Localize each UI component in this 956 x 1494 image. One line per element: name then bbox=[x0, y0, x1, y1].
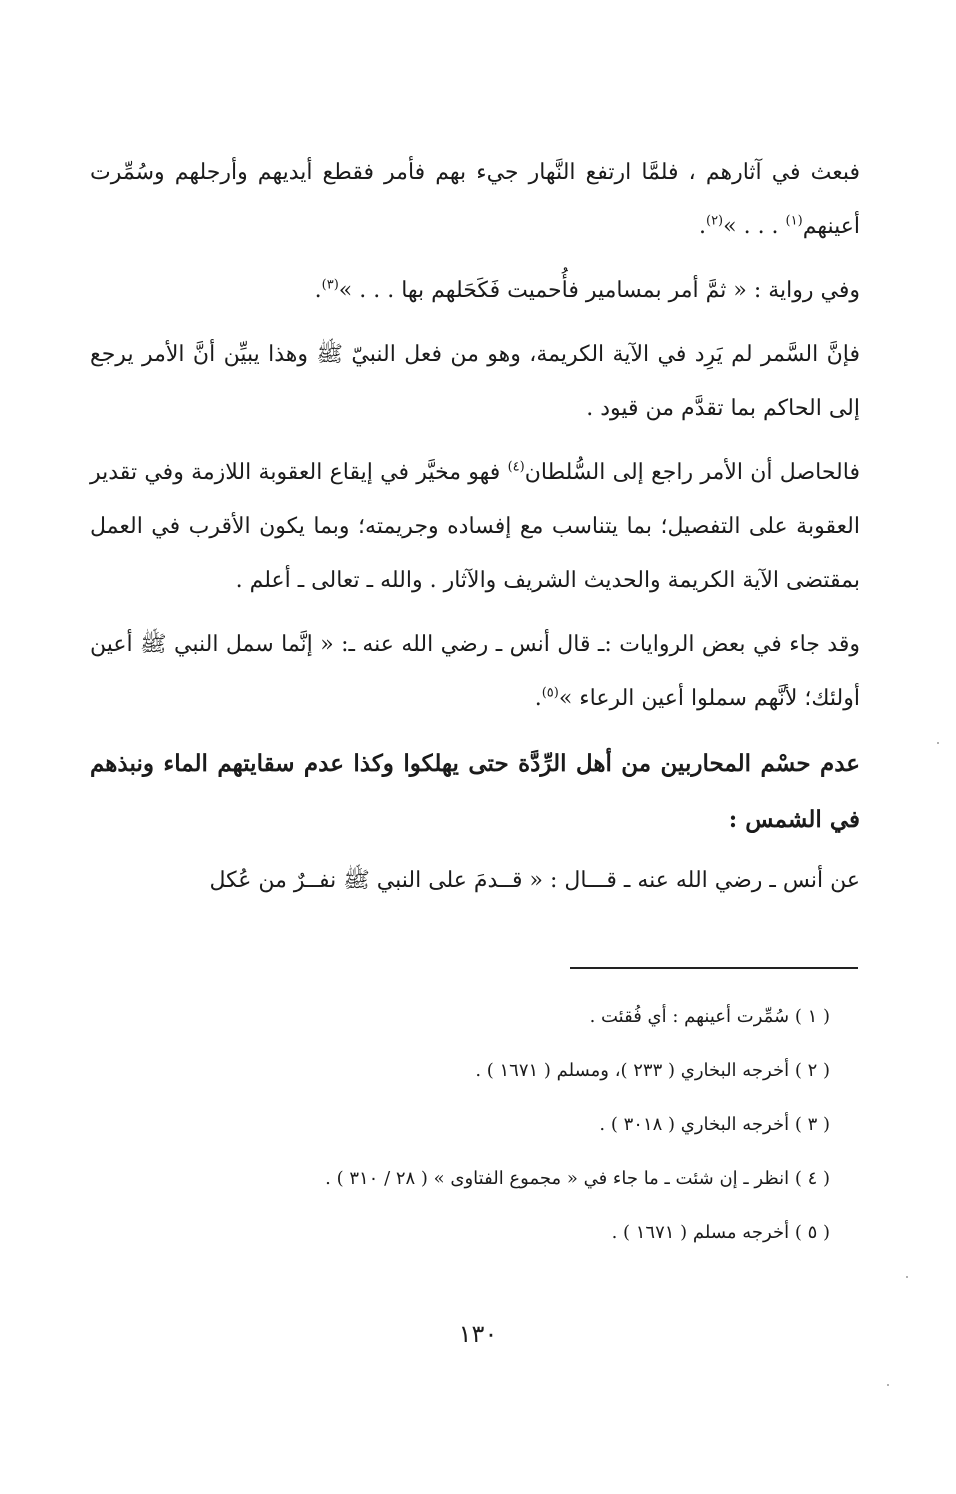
footnote-ref-2[interactable]: (٢) bbox=[705, 213, 724, 229]
footnote-1: ( ١ ) سُمِّرت أعينهم : أي فُقئت . bbox=[589, 1006, 830, 1027]
footnote-4: ( ٤ ) انظر ـ إن شئت ـ ما جاء في « مجموع الفتاوى » ( ٢٨ / ٣١٠ ) . bbox=[325, 1168, 830, 1189]
footnote-5: ( ٥ ) أخرجه مسلم ( ١٦٧١ ) . bbox=[611, 1222, 830, 1243]
paragraph-5: وقد جاء في بعض الروايات :ـ قال أنس ـ رضي الله عنه ـ: « إنَّما سمل النبي ﷺ أعين أولئك؛ لأنَّهم سملوا أعين الرعاء »$^{(٥)}$. bbox=[90, 632, 860, 711]
footnote-ref-1[interactable]: (١) bbox=[785, 213, 803, 229]
footnote-3: ( ٣ ) أخرجه البخاري ( ٣٠١٨ ) . bbox=[599, 1114, 830, 1135]
footnote-divider bbox=[570, 967, 858, 969]
paragraph-1: فبعث في آثارهم ، فلمَّا ارتفع النَّهار جيء بهم فأمر فقطع أيديهم وأرجلهم وسُمِّرت أعينهم$^{(١)}$ . . . »$^{(٢)}$. bbox=[90, 160, 860, 239]
paragraph-3: فإنَّ السَّمر لم يَرِد في الآية الكريمة، وهو من فعل النبيّ ﷺ وهذا يبيِّن أنَّ الأمر يرجع إلى الحاكم بما تقدَّم من قيود . bbox=[90, 342, 860, 421]
main-text bbox=[90, 146, 860, 918]
page-number: ١٣٠ bbox=[458, 1320, 498, 1348]
paragraph-4: فالحاصل أن الأمر راجع إلى السُّلطان$^{(٤)}$ فهو مخيَّر في إيقاع العقوبة اللازمة وفي تقدير العقوبة على التفصيل؛ بما يتناسب مع إفساده وجريمته؛ وبما يكون الأقرب في العمل بمقتضى الآية الكريمة والحديث الشريف والآثار . والله ـ تعالى ـ أعلم . bbox=[90, 459, 860, 593]
footnote-2: ( ٢ ) أخرجه البخاري ( ٢٣٣ )، ومسلم ( ١٦٧١ ) . bbox=[475, 1060, 830, 1081]
paragraph-6: عن أنس ـ رضي الله عنه ـ قـــال : « قــدمَ على النبي ﷺ نفــرٌ من عُكل bbox=[209, 868, 860, 893]
scan-speck bbox=[937, 742, 939, 744]
footnote-ref-3[interactable]: (٣) bbox=[321, 277, 339, 293]
footnote-ref-4[interactable]: (٤) bbox=[507, 459, 525, 475]
paragraph-2: وفي رواية : « ثمَّ أمر بمسامير فأُحميت فَكَحَلهم بها . . . »$^{(٣)}$. bbox=[314, 277, 860, 303]
scan-speck bbox=[887, 1384, 889, 1386]
scan-speck bbox=[906, 1276, 908, 1278]
section-heading: عدم حسْم المحاربين من أهل الرِّدَّة حتى يهلكوا وكذا عدم سقايتهم الماء ونبذهم في الشمس : bbox=[90, 750, 860, 833]
footnotes bbox=[130, 990, 830, 1260]
footnote-ref-5[interactable]: (٥) bbox=[541, 685, 559, 701]
